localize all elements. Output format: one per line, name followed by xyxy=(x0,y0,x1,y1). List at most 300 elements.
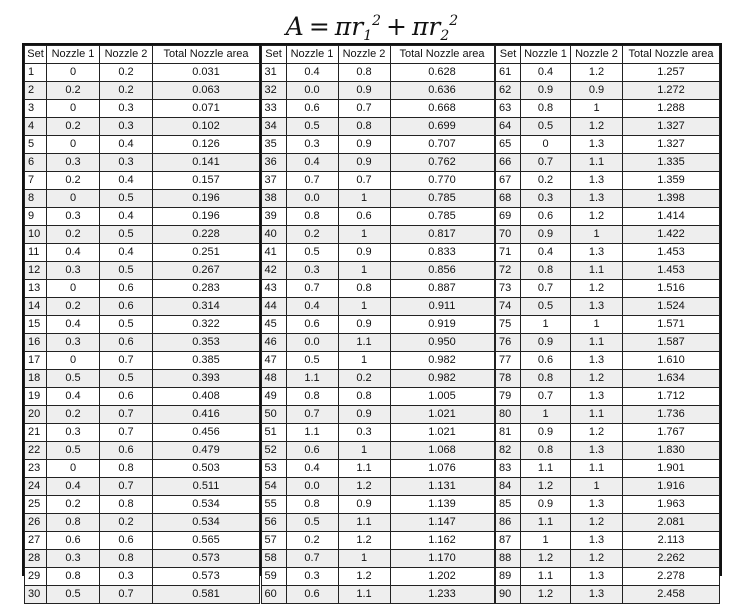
total-area-cell: 0.031 xyxy=(153,64,260,82)
formula-pi-1: π xyxy=(334,12,352,41)
nozzle-2-cell: 0.8 xyxy=(338,118,390,136)
table-row xyxy=(25,208,260,226)
table-row xyxy=(261,370,494,388)
table-row xyxy=(25,442,260,460)
table-row xyxy=(496,532,720,550)
nozzle-1-cell: 0.7 xyxy=(286,280,338,298)
total-area-cell: 0.699 xyxy=(390,118,494,136)
total-area-cell: 0.511 xyxy=(153,478,260,496)
total-area-cell: 0.628 xyxy=(390,64,494,82)
table-row xyxy=(261,532,494,550)
set-cell: 23 xyxy=(25,460,47,478)
nozzle-2-cell: 1.2 xyxy=(338,532,390,550)
total-area-cell: 0.785 xyxy=(390,208,494,226)
table-row xyxy=(496,568,720,586)
nozzle-1-cell: 0.9 xyxy=(521,424,571,442)
total-area-cell: 1.005 xyxy=(390,388,494,406)
total-area-cell: 1.830 xyxy=(623,442,720,460)
total-area-cell: 0.408 xyxy=(153,388,260,406)
formula-sup-1: 2 xyxy=(372,13,382,29)
nozzle-2-cell: 1.2 xyxy=(571,64,623,82)
set-cell: 35 xyxy=(261,136,286,154)
nozzle-1-cell: 1.1 xyxy=(521,568,571,586)
total-area-cell: 0.393 xyxy=(153,370,260,388)
nozzle-1-cell: 0.7 xyxy=(521,280,571,298)
table-row xyxy=(25,226,260,244)
nozzle-2-cell: 1 xyxy=(338,352,390,370)
set-cell: 81 xyxy=(496,424,521,442)
set-cell: 45 xyxy=(261,316,286,334)
nozzle-2-cell: 1.3 xyxy=(571,190,623,208)
nozzle-2-cell: 1.1 xyxy=(571,460,623,478)
table-row xyxy=(496,100,720,118)
nozzle-2-cell: 0.3 xyxy=(100,100,153,118)
total-area-cell: 1.422 xyxy=(623,226,720,244)
total-area-cell: 1.021 xyxy=(390,424,494,442)
table-row xyxy=(496,262,720,280)
table-row xyxy=(261,352,494,370)
set-cell: 39 xyxy=(261,208,286,226)
nozzle-1-cell: 0.9 xyxy=(521,226,571,244)
header-set: Set xyxy=(261,46,286,64)
table-row xyxy=(25,118,260,136)
nozzle-1-cell: 0.4 xyxy=(521,244,571,262)
table-row xyxy=(261,154,494,172)
table-row xyxy=(25,280,260,298)
total-area-cell: 1.076 xyxy=(390,460,494,478)
table-row xyxy=(25,514,260,532)
total-area-cell: 0.534 xyxy=(153,514,260,532)
table-row xyxy=(496,226,720,244)
table-row xyxy=(25,550,260,568)
set-cell: 84 xyxy=(496,478,521,496)
nozzle-2-cell: 0.7 xyxy=(100,406,153,424)
table-row xyxy=(25,82,260,100)
nozzle-2-cell: 0.4 xyxy=(100,208,153,226)
nozzle-1-cell: 1.2 xyxy=(521,478,571,496)
nozzle-1-cell: 0.5 xyxy=(47,442,100,460)
set-cell: 75 xyxy=(496,316,521,334)
nozzle-1-cell: 0.3 xyxy=(47,334,100,352)
set-cell: 51 xyxy=(261,424,286,442)
nozzle-1-cell: 1 xyxy=(521,316,571,334)
nozzle-1-cell: 0.9 xyxy=(521,82,571,100)
nozzle-2-cell: 1.1 xyxy=(571,262,623,280)
set-cell: 67 xyxy=(496,172,521,190)
set-cell: 78 xyxy=(496,370,521,388)
nozzle-1-cell: 0.6 xyxy=(286,586,338,604)
set-cell: 60 xyxy=(261,586,286,604)
total-area-cell: 0.707 xyxy=(390,136,494,154)
header-total-nozzle-area: Total Nozzle area xyxy=(153,46,260,64)
header-nozzle-2: Nozzle 2 xyxy=(338,46,390,64)
nozzle-1-cell: 0.4 xyxy=(47,388,100,406)
nozzle-1-cell: 0.3 xyxy=(521,190,571,208)
nozzle-2-cell: 0.7 xyxy=(100,586,153,604)
total-area-cell: 1.634 xyxy=(623,370,720,388)
table-row xyxy=(496,478,720,496)
nozzle-1-cell: 0.2 xyxy=(47,226,100,244)
nozzle-2-cell: 0.7 xyxy=(100,352,153,370)
total-area-cell: 2.278 xyxy=(623,568,720,586)
total-area-cell: 1.524 xyxy=(623,298,720,316)
nozzle-2-cell: 1.1 xyxy=(338,586,390,604)
nozzle-2-cell: 0.2 xyxy=(100,82,153,100)
nozzle-1-cell: 0.8 xyxy=(521,262,571,280)
nozzle-2-cell: 0.9 xyxy=(338,316,390,334)
total-area-cell: 0.503 xyxy=(153,460,260,478)
set-cell: 36 xyxy=(261,154,286,172)
set-cell: 71 xyxy=(496,244,521,262)
nozzle-1-cell: 0.2 xyxy=(47,82,100,100)
set-cell: 68 xyxy=(496,190,521,208)
nozzle-1-cell: 0.2 xyxy=(286,532,338,550)
set-cell: 76 xyxy=(496,334,521,352)
table-row xyxy=(496,64,720,82)
formula-equals: = xyxy=(308,12,330,41)
table-row xyxy=(261,244,494,262)
nozzle-1-cell: 0.3 xyxy=(286,568,338,586)
set-cell: 90 xyxy=(496,586,521,604)
total-area-cell: 0.833 xyxy=(390,244,494,262)
table-row xyxy=(496,352,720,370)
nozzle-1-cell: 0.7 xyxy=(286,550,338,568)
nozzle-2-cell: 0.8 xyxy=(100,550,153,568)
nozzle-2-cell: 0.2 xyxy=(100,64,153,82)
formula-lhs: A xyxy=(285,12,304,41)
nozzle-2-cell: 0.9 xyxy=(571,82,623,100)
nozzle-2-cell: 1.2 xyxy=(571,208,623,226)
nozzle-1-cell: 0.3 xyxy=(286,262,338,280)
nozzle-1-cell: 0.4 xyxy=(47,244,100,262)
nozzle-2-cell: 0.4 xyxy=(100,244,153,262)
nozzle-1-cell: 0.0 xyxy=(286,82,338,100)
table-row xyxy=(496,172,720,190)
total-area-cell: 0.982 xyxy=(390,370,494,388)
table-row xyxy=(25,532,260,550)
nozzle-1-cell: 1.1 xyxy=(286,424,338,442)
nozzle-2-cell: 0.7 xyxy=(100,424,153,442)
set-cell: 1 xyxy=(25,64,47,82)
table-row xyxy=(496,370,720,388)
formula-pi-2: π xyxy=(411,12,429,41)
nozzle-1-cell: 0.2 xyxy=(286,226,338,244)
nozzle-1-cell: 0 xyxy=(47,100,100,118)
set-cell: 29 xyxy=(25,568,47,586)
set-cell: 12 xyxy=(25,262,47,280)
total-area-cell: 0.770 xyxy=(390,172,494,190)
total-area-cell: 0.982 xyxy=(390,352,494,370)
total-area-cell: 0.196 xyxy=(153,190,260,208)
total-area-cell: 2.262 xyxy=(623,550,720,568)
set-cell: 86 xyxy=(496,514,521,532)
table-block-3 xyxy=(495,45,720,604)
nozzle-2-cell: 1 xyxy=(571,226,623,244)
total-area-cell: 1.131 xyxy=(390,478,494,496)
set-cell: 44 xyxy=(261,298,286,316)
table-row xyxy=(25,370,260,388)
nozzle-2-cell: 0.6 xyxy=(100,532,153,550)
formula-plus: + xyxy=(386,12,407,41)
nozzle-1-cell: 0.2 xyxy=(521,172,571,190)
nozzle-1-cell: 0.8 xyxy=(286,388,338,406)
set-cell: 30 xyxy=(25,586,47,604)
nozzle-1-cell: 0.2 xyxy=(47,172,100,190)
table-row xyxy=(261,514,494,532)
nozzle-1-cell: 1.1 xyxy=(521,460,571,478)
set-cell: 26 xyxy=(25,514,47,532)
nozzle-1-cell: 0.5 xyxy=(47,370,100,388)
set-cell: 74 xyxy=(496,298,521,316)
total-area-cell: 1.170 xyxy=(390,550,494,568)
total-area-cell: 0.785 xyxy=(390,190,494,208)
table-row xyxy=(496,514,720,532)
table-row xyxy=(496,280,720,298)
formula-r-2: r xyxy=(428,12,441,41)
table-row xyxy=(261,316,494,334)
set-cell: 49 xyxy=(261,388,286,406)
nozzle-1-cell: 0.6 xyxy=(286,100,338,118)
set-cell: 32 xyxy=(261,82,286,100)
total-area-cell: 1.147 xyxy=(390,514,494,532)
nozzle-2-cell: 1 xyxy=(571,100,623,118)
nozzle-1-cell: 0.3 xyxy=(47,424,100,442)
total-area-cell: 0.283 xyxy=(153,280,260,298)
set-cell: 85 xyxy=(496,496,521,514)
nozzle-1-cell: 0.6 xyxy=(286,316,338,334)
table-row xyxy=(496,154,720,172)
table-row xyxy=(25,100,260,118)
total-area-cell: 0.063 xyxy=(153,82,260,100)
set-cell: 47 xyxy=(261,352,286,370)
nozzle-1-cell: 0.2 xyxy=(47,406,100,424)
nozzle-2-cell: 1.3 xyxy=(571,568,623,586)
nozzle-1-cell: 0.4 xyxy=(286,154,338,172)
table-row xyxy=(496,316,720,334)
nozzle-2-cell: 0.9 xyxy=(338,136,390,154)
table-block-2 xyxy=(261,45,495,604)
total-area-cell: 0.887 xyxy=(390,280,494,298)
table-row xyxy=(496,136,720,154)
nozzle-2-cell: 1.2 xyxy=(571,424,623,442)
nozzle-1-cell: 1.2 xyxy=(521,586,571,604)
nozzle-2-cell: 1 xyxy=(338,190,390,208)
nozzle-1-cell: 0 xyxy=(47,64,100,82)
set-cell: 82 xyxy=(496,442,521,460)
table-row xyxy=(496,334,720,352)
nozzle-1-cell: 1.1 xyxy=(521,514,571,532)
total-area-cell: 0.251 xyxy=(153,244,260,262)
nozzle-1-cell: 0.2 xyxy=(47,118,100,136)
table-row xyxy=(261,226,494,244)
nozzle-2-cell: 1.3 xyxy=(571,136,623,154)
table-row xyxy=(496,460,720,478)
set-cell: 18 xyxy=(25,370,47,388)
nozzle-1-cell: 0.8 xyxy=(286,496,338,514)
set-cell: 48 xyxy=(261,370,286,388)
total-area-cell: 0.196 xyxy=(153,208,260,226)
total-area-cell: 0.126 xyxy=(153,136,260,154)
nozzle-2-cell: 0.5 xyxy=(100,190,153,208)
set-cell: 59 xyxy=(261,568,286,586)
nozzle-1-cell: 1.1 xyxy=(286,370,338,388)
nozzle-2-cell: 1.3 xyxy=(571,244,623,262)
set-cell: 46 xyxy=(261,334,286,352)
set-cell: 6 xyxy=(25,154,47,172)
set-cell: 37 xyxy=(261,172,286,190)
total-area-cell: 1.767 xyxy=(623,424,720,442)
table-row xyxy=(261,424,494,442)
total-area-cell: 1.202 xyxy=(390,568,494,586)
total-area-cell: 1.901 xyxy=(623,460,720,478)
set-cell: 25 xyxy=(25,496,47,514)
set-cell: 14 xyxy=(25,298,47,316)
table-row xyxy=(261,586,494,604)
nozzle-2-cell: 1.3 xyxy=(571,532,623,550)
total-area-cell: 0.668 xyxy=(390,100,494,118)
nozzle-2-cell: 1.2 xyxy=(571,550,623,568)
set-cell: 43 xyxy=(261,280,286,298)
total-area-cell: 0.141 xyxy=(153,154,260,172)
total-area-cell: 0.573 xyxy=(153,550,260,568)
set-cell: 13 xyxy=(25,280,47,298)
nozzle-2-cell: 0.5 xyxy=(100,370,153,388)
nozzle-2-cell: 1.3 xyxy=(571,496,623,514)
total-area-cell: 0.228 xyxy=(153,226,260,244)
table-block-1 xyxy=(24,45,260,604)
set-cell: 42 xyxy=(261,262,286,280)
set-cell: 61 xyxy=(496,64,521,82)
nozzle-2-cell: 0.8 xyxy=(338,64,390,82)
nozzle-2-cell: 0.2 xyxy=(338,370,390,388)
header-set: Set xyxy=(496,46,521,64)
nozzle-2-cell: 1.2 xyxy=(571,280,623,298)
set-cell: 87 xyxy=(496,532,521,550)
nozzle-1-cell: 0.3 xyxy=(47,208,100,226)
nozzle-2-cell: 1.3 xyxy=(571,586,623,604)
set-cell: 2 xyxy=(25,82,47,100)
header-row xyxy=(25,46,260,64)
nozzle-2-cell: 0.3 xyxy=(100,568,153,586)
total-area-cell: 0.157 xyxy=(153,172,260,190)
table-row xyxy=(261,568,494,586)
total-area-cell: 0.565 xyxy=(153,532,260,550)
table-row xyxy=(25,478,260,496)
total-area-cell: 1.516 xyxy=(623,280,720,298)
total-area-cell: 0.573 xyxy=(153,568,260,586)
nozzle-2-cell: 1.3 xyxy=(571,388,623,406)
table-row xyxy=(496,586,720,604)
nozzle-1-cell: 0 xyxy=(47,460,100,478)
set-cell: 80 xyxy=(496,406,521,424)
nozzle-2-cell: 0.3 xyxy=(100,118,153,136)
nozzle-1-cell: 0.4 xyxy=(286,64,338,82)
set-cell: 4 xyxy=(25,118,47,136)
table-row xyxy=(25,424,260,442)
total-area-cell: 0.911 xyxy=(390,298,494,316)
nozzle-1-cell: 0.5 xyxy=(286,244,338,262)
set-cell: 24 xyxy=(25,478,47,496)
table-row xyxy=(25,352,260,370)
total-area-cell: 1.359 xyxy=(623,172,720,190)
header-nozzle-1: Nozzle 1 xyxy=(521,46,571,64)
nozzle-2-cell: 0.7 xyxy=(338,172,390,190)
table-row xyxy=(496,496,720,514)
nozzle-2-cell: 1.2 xyxy=(571,514,623,532)
nozzle-1-cell: 0.7 xyxy=(286,172,338,190)
table-row xyxy=(261,496,494,514)
nozzle-2-cell: 0.6 xyxy=(100,280,153,298)
nozzle-1-cell: 0.5 xyxy=(286,118,338,136)
nozzle-1-cell: 0 xyxy=(47,136,100,154)
set-cell: 69 xyxy=(496,208,521,226)
table-row xyxy=(261,136,494,154)
total-area-cell: 0.919 xyxy=(390,316,494,334)
nozzle-2-cell: 0.6 xyxy=(100,298,153,316)
set-cell: 89 xyxy=(496,568,521,586)
table-row xyxy=(25,244,260,262)
nozzle-1-cell: 0.4 xyxy=(521,64,571,82)
set-cell: 28 xyxy=(25,550,47,568)
nozzle-2-cell: 0.6 xyxy=(338,208,390,226)
table-row xyxy=(261,280,494,298)
set-cell: 77 xyxy=(496,352,521,370)
nozzle-1-cell: 1 xyxy=(521,406,571,424)
table-row xyxy=(25,298,260,316)
nozzle-2-cell: 0.6 xyxy=(100,388,153,406)
nozzle-1-cell: 0.8 xyxy=(521,442,571,460)
total-area-cell: 0.071 xyxy=(153,100,260,118)
table-row xyxy=(261,262,494,280)
header-set: Set xyxy=(25,46,47,64)
set-cell: 38 xyxy=(261,190,286,208)
formula-sub-1: 1 xyxy=(363,28,373,44)
table-row xyxy=(25,262,260,280)
nozzle-2-cell: 0.8 xyxy=(100,460,153,478)
total-area-cell: 0.762 xyxy=(390,154,494,172)
nozzle-1-cell: 0.5 xyxy=(521,298,571,316)
set-cell: 5 xyxy=(25,136,47,154)
table-row xyxy=(261,478,494,496)
nozzle-2-cell: 0.9 xyxy=(338,82,390,100)
nozzle-1-cell: 0.2 xyxy=(47,298,100,316)
nozzle-2-cell: 1.1 xyxy=(338,514,390,532)
nozzle-1-cell: 0.6 xyxy=(521,352,571,370)
header-row xyxy=(261,46,494,64)
set-cell: 19 xyxy=(25,388,47,406)
total-area-cell: 1.233 xyxy=(390,586,494,604)
set-cell: 88 xyxy=(496,550,521,568)
total-area-cell: 0.102 xyxy=(153,118,260,136)
set-cell: 53 xyxy=(261,460,286,478)
total-area-cell: 1.272 xyxy=(623,82,720,100)
nozzle-1-cell: 1.2 xyxy=(521,550,571,568)
nozzle-2-cell: 1.2 xyxy=(571,370,623,388)
set-cell: 54 xyxy=(261,478,286,496)
nozzle-2-cell: 0.9 xyxy=(338,406,390,424)
set-cell: 9 xyxy=(25,208,47,226)
set-cell: 20 xyxy=(25,406,47,424)
nozzle-2-cell: 0.5 xyxy=(100,316,153,334)
total-area-cell: 0.479 xyxy=(153,442,260,460)
nozzle-1-cell: 0.9 xyxy=(521,334,571,352)
nozzle-2-cell: 0.2 xyxy=(100,514,153,532)
nozzle-2-cell: 0.9 xyxy=(338,154,390,172)
formula-sup-2: 2 xyxy=(449,13,459,29)
table-row xyxy=(25,388,260,406)
total-area-cell: 0.456 xyxy=(153,424,260,442)
nozzle-2-cell: 0.4 xyxy=(100,172,153,190)
